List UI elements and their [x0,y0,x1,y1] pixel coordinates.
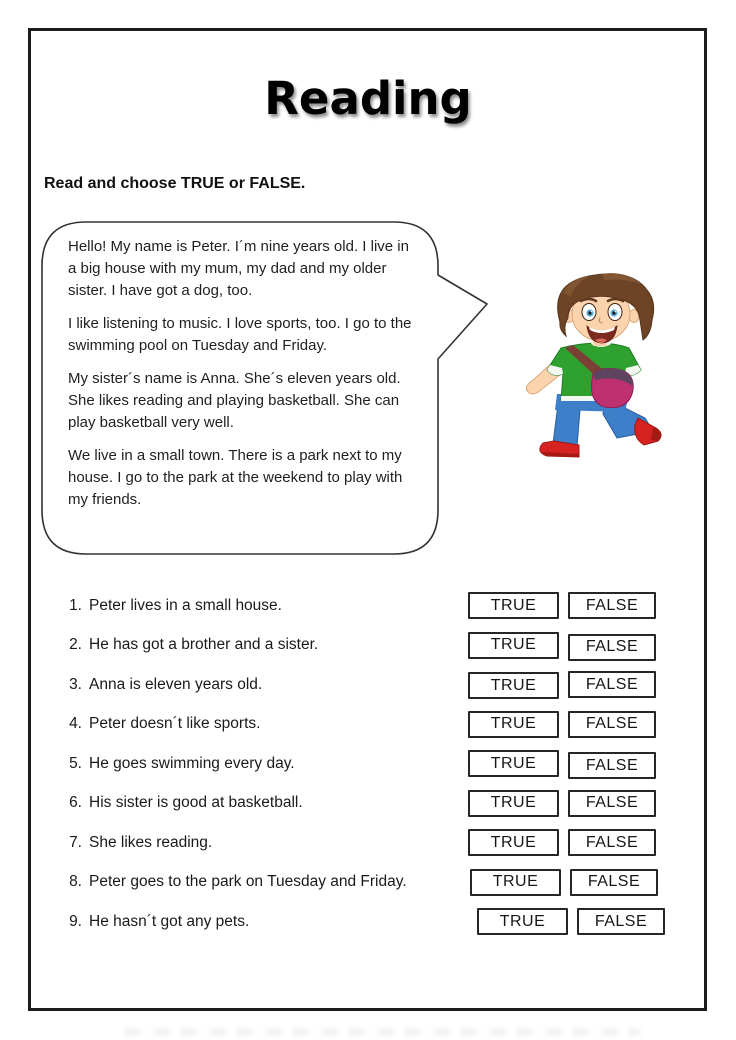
question-row [44,592,684,619]
question-row [44,869,684,896]
question-row [44,711,684,738]
question-number: 4. [69,715,82,732]
false-button-q2[interactable]: FALSE [568,634,656,661]
passage-paragraph: We live in a small town. There is a park next to my house. I go to the park at the weekend to play with my friends. [68,447,403,508]
true-button-q2[interactable]: TRUE [468,632,559,659]
question-row [44,908,684,935]
question-text: Peter lives in a small house. [89,596,282,614]
question-number: 9. [69,912,82,930]
true-button-q9[interactable]: TRUE [477,908,568,935]
question-text: He hasn´t got any pets. [89,912,250,930]
question-row [44,790,684,817]
false-button-q3[interactable]: FALSE [568,671,656,698]
true-button-q8[interactable]: TRUE [470,869,561,896]
question-list [44,592,684,948]
passage-text [68,236,416,511]
question-text: Peter goes to the park on Tuesday and Friday. [89,873,407,890]
false-button-q6[interactable]: FALSE [568,790,656,817]
question-text: His sister is good at basketball. [89,794,303,811]
true-button-q1[interactable]: TRUE [468,592,559,619]
passage-paragraph: My sister´s name is Anna. She´s eleven years old. She likes reading and playing basketball. She can play basketball very well. [68,370,401,431]
false-button-q1[interactable]: FALSE [568,592,656,619]
true-button-q4[interactable]: TRUE [468,711,559,738]
speech-bubble [40,220,496,560]
question-number: 2. [69,636,82,653]
false-button-q8[interactable]: FALSE [570,869,658,896]
false-button-q9[interactable]: FALSE [577,908,665,935]
question-text: He goes swimming every day. [89,754,295,772]
question-row [44,632,684,659]
question-row [44,671,684,698]
false-button-q5[interactable]: FALSE [568,752,656,779]
boy-illustration [505,268,670,468]
passage-paragraph: Hello! My name is Peter. I´m nine years old. I live in a big house with my mum, my dad and my older sister. I have got a dog, too. [68,238,409,299]
true-button-q3[interactable]: TRUE [468,672,559,699]
passage-paragraph: I like listening to music. I love sports, too. I go to the swimming pool on Tuesday and Friday. [68,315,412,354]
instruction-text: Read and choose TRUE or FALSE. [44,175,306,192]
question-text: Anna is eleven years old. [89,675,263,693]
page-title: Reading [264,72,472,125]
cropped-watermark [125,1028,640,1036]
question-text: She likes reading. [89,833,213,851]
question-row [44,829,684,856]
question-text: He has got a brother and a sister. [89,636,319,653]
question-number: 1. [69,596,82,614]
false-button-q7[interactable]: FALSE [568,829,656,856]
question-number: 5. [69,754,82,772]
question-number: 7. [69,833,82,851]
question-number: 6. [69,794,82,811]
question-text: Peter doesn´t like sports. [89,715,261,732]
true-button-q6[interactable]: TRUE [468,790,559,817]
true-button-q5[interactable]: TRUE [468,750,559,777]
question-number: 8. [69,873,82,890]
question-number: 3. [69,675,82,693]
question-row [44,750,684,777]
boy-bag [592,369,634,408]
true-button-q7[interactable]: TRUE [468,829,559,856]
false-button-q4[interactable]: FALSE [568,711,656,738]
